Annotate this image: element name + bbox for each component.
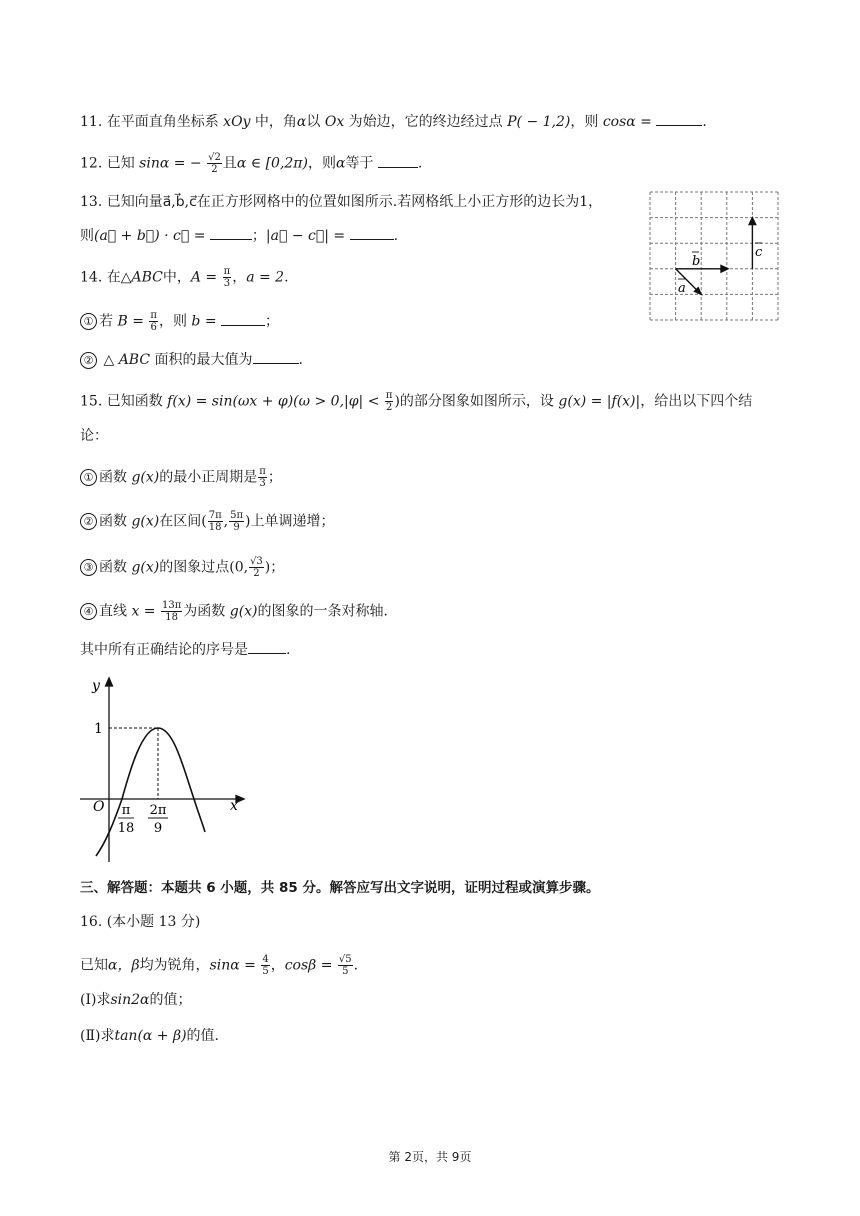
answer-blank bbox=[253, 351, 299, 364]
section-3-heading: 三、解答题：本题共 6 小题，共 85 分。解答应写出文字说明，证明过程或演算步骤。 bbox=[80, 880, 600, 896]
vector-b-label: b bbox=[692, 254, 701, 269]
question-15-item-4: ④ 直线 x = $\frac{13\pi}{18}$ 为函数 g(x)的图象的一条对称轴. bbox=[80, 600, 388, 623]
question-12: 12. 已知 sinα = − $\frac{√2}{2}$ 且α ∈ [0,2π)，则α等于 . bbox=[80, 152, 423, 175]
question-14-part-1: ① 若 B = $\frac{\pi}{6}$ ，则 b = ； bbox=[80, 310, 279, 333]
vector-grid-figure bbox=[648, 190, 780, 322]
page-footer: 第 2页，共 9页 bbox=[388, 1150, 472, 1164]
question-16-stem: 已知α，β均为锐角，sinα = $\frac{4}{5}$ ，cosβ = $\frac{√5}{5}$ . bbox=[80, 954, 359, 977]
sine-graph-figure bbox=[78, 672, 258, 868]
question-16-part-2: (Ⅱ)求tan(α + β)的值. bbox=[80, 1028, 219, 1044]
y-tick-1: 1 bbox=[94, 721, 103, 737]
tick-pi-18-num: π bbox=[121, 803, 131, 818]
fraction: $\frac{√2}{2}$ bbox=[208, 152, 221, 175]
answer-blank bbox=[221, 313, 265, 326]
sine-curve bbox=[96, 728, 205, 856]
answer-blank bbox=[378, 155, 418, 168]
question-15-item-2: ② 函数 g(x)在区间( $\frac{7\pi}{18}$ , $\frac{5\pi}{9}$ )上单调递增； bbox=[80, 510, 335, 533]
tick-pi-18-den: 18 bbox=[117, 821, 135, 836]
answer-blank bbox=[210, 227, 252, 240]
answer-blank bbox=[656, 113, 702, 126]
question-15-item-1: ① 函数 g(x)的最小正周期是 $\frac{\pi}{3}$ ； bbox=[80, 466, 282, 489]
question-15-conclusion: 其中所有正确结论的序号是 . bbox=[80, 642, 291, 658]
question-13-line-1: 13. 已知向量a⃗,b⃗,c⃗在正方形网格中的位置如图所示.若网格纸上小正方形的边长为1， bbox=[80, 194, 603, 210]
question-14: 14. 在△ABC中，A = $\frac{\pi}{3}$ ，a = 2. bbox=[80, 266, 289, 289]
tick-2pi-9-num: 2π bbox=[149, 803, 167, 818]
answer-blank bbox=[350, 227, 394, 240]
question-15-line-2: 论： bbox=[80, 428, 108, 444]
y-axis-label: y bbox=[92, 678, 100, 694]
tick-2pi-9-den: 9 bbox=[153, 821, 163, 836]
question-15-item-3: ③ 函数 g(x)的图象过点(0, $\frac{√3}{2}$ )； bbox=[80, 556, 284, 579]
question-16-head: 16. (本小题 13 分) bbox=[80, 914, 201, 930]
question-14-part-2: ② △ ABC 面积的最大值为 . bbox=[80, 350, 303, 370]
answer-blank bbox=[248, 641, 286, 654]
question-16-part-1: (Ⅰ)求sin2α的值； bbox=[80, 992, 192, 1008]
question-13-line-2: 则(a⃗ + b⃗) · c⃗ = ；|a⃗ − c⃗| = . bbox=[80, 228, 399, 244]
vector-c-label: c bbox=[755, 245, 763, 260]
x-axis-label: x bbox=[230, 798, 238, 814]
origin-label: O bbox=[93, 799, 105, 815]
question-11: 11. 在平面直角坐标系 xOy 中，角α以 Ox 为始边，它的终边经过点 P( − 1,2)，则 cosα = . bbox=[80, 114, 707, 130]
question-15-line-1: 15. 已知函数 f(x) = sin(ωx + φ)(ω > 0,|φ| < $\frac{\pi}{2}$ )的部分图象如图所示，设 g(x) = |f(x)|，给出以下四个结 bbox=[80, 390, 753, 413]
vector-a-label: a bbox=[678, 281, 686, 296]
